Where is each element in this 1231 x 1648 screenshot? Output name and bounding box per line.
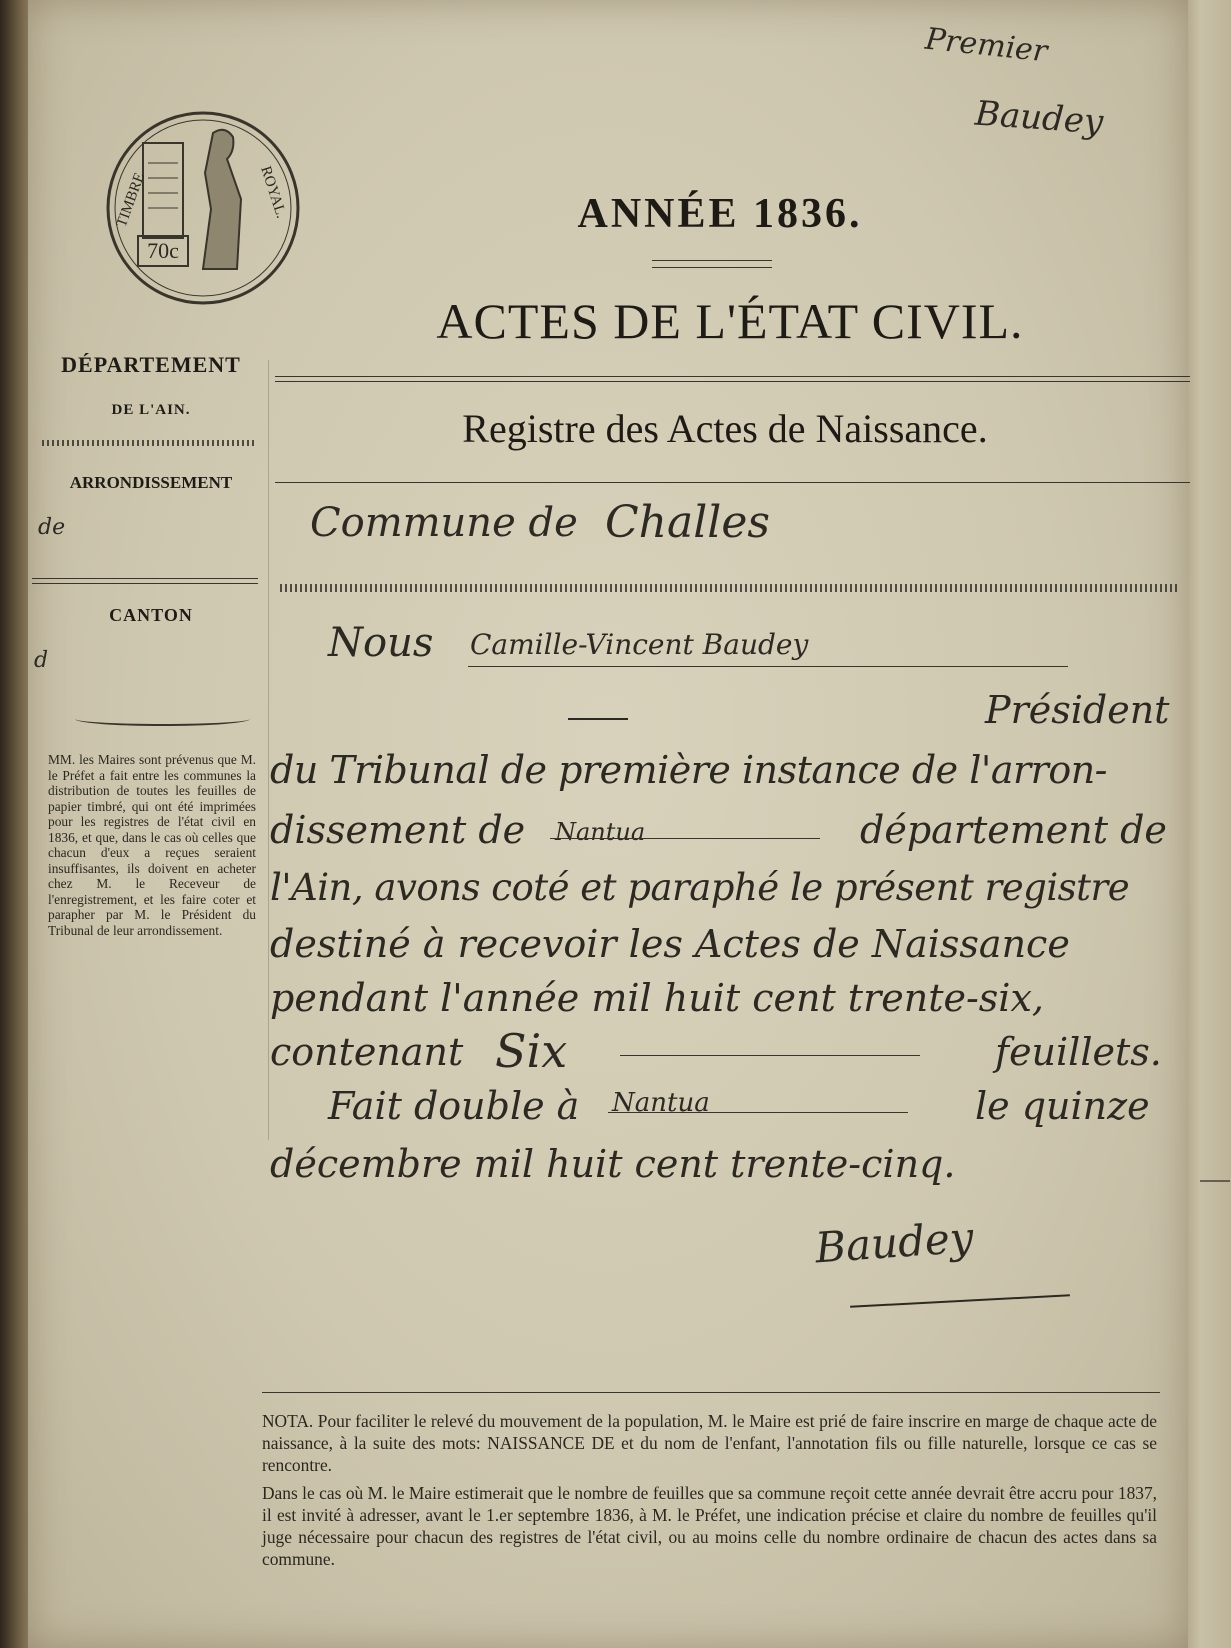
count-fill-line: [620, 1055, 920, 1056]
stamp-value: 70c: [147, 238, 179, 263]
nous-label: Nous: [328, 620, 434, 666]
body-line-8: décembre mil huit cent trente-cinq.: [270, 1142, 956, 1186]
nota-paragraph-2: Dans le cas où M. le Maire estimerait que le nombre de feuilles que sa commune reçoit cette année devrait être accru pour 1837, il est invité à adresser, avant le 1.er septembre 1836, à M. le Préfet, une indication précise et claire du nombre de feuilles qu'il juge nécessaire pour chacun des registres de l'état civil, ou au moins celle du nombre ordinaire de chacun des actes dans sa commune.: [262, 1483, 1157, 1569]
body-line-6b: feuillets.: [995, 1030, 1162, 1074]
sidebar-double-rule: [32, 578, 258, 584]
name-fill-line: [468, 666, 1068, 667]
president-label: Président: [985, 688, 1170, 732]
departement-name: DE L'AIN.: [111, 402, 191, 418]
nota-rule: [262, 1392, 1160, 1393]
mayors-notice: MM. les Maires sont prévenus que M. le Préfet a fait entre les communes la distribution de toutes les feuilles de papier timbré, qui ont été imprimées pour les registres de l'état civil en 1836, et que, dans le cas où celles que chacun d'eux a reçues seraient insuffisantes, ils doivent en acheter chez M. le Receveur de l'enregistrement, et les faire coter et parapher par M. le Président du Tribunal de leur arrondissement.: [48, 752, 256, 938]
place-handwriting: Nantua: [612, 1088, 710, 1118]
sidebar-wavy-rule: [42, 440, 257, 446]
city-fill-line: [550, 838, 820, 839]
handwritten-note-top: Premier: [923, 21, 1049, 70]
body-line-7b: le quinze: [975, 1084, 1150, 1128]
subtitle-rule: [275, 482, 1190, 483]
underlying-mark: [1200, 1180, 1230, 1188]
body-line-4: destiné à recevoir les Actes de Naissance: [270, 922, 1070, 966]
binding-edge: [0, 0, 30, 1648]
arrondissement-handwriting: de: [38, 515, 66, 540]
royal-stamp: [103, 108, 303, 308]
place-fill-line: [608, 1112, 908, 1113]
stamp-top-text: TIMBRE: [113, 170, 149, 230]
commune-name: Challes: [605, 497, 770, 548]
register-subtitle: Registre des Actes de Naissance.: [462, 406, 988, 451]
year-heading: ANNÉE 1836.: [577, 191, 863, 237]
column-divider: [268, 360, 269, 1140]
sidebar-ornament: [75, 712, 250, 726]
body-line-3: l'Ain, avons coté et paraphé le présent registre: [270, 866, 1130, 909]
commune-label: Commune de: [310, 500, 578, 546]
commune-wavy-rule: [280, 584, 1180, 592]
canton-handwriting: d: [34, 648, 49, 673]
body-line-6a: contenant: [270, 1030, 464, 1074]
leaf-count: Six: [495, 1024, 568, 1078]
body-line-5: pendant l'année mil huit cent trente-six,: [270, 976, 1044, 1020]
canton-label: CANTON: [109, 605, 193, 625]
body-line-1: du Tribunal de première instance de l'arron-: [270, 748, 1108, 792]
body-line-2b: département de: [860, 808, 1167, 852]
departement-label: DÉPARTEMENT: [61, 352, 241, 377]
arrondissement-city: Nantua: [555, 818, 646, 846]
nota-paragraph-1: NOTA. Pour faciliter le relevé du mouvement de la population, M. le Maire est prié de faire inscrire en marge de chaque acte de naissance, à la suite des mots: NAISSANCE DE et du nom de l'enfant, l'annotation fils ou fille naturelle, lorsque ce cas se rencontre.: [262, 1411, 1157, 1475]
body-line-7a: Fait double à: [328, 1084, 580, 1128]
ornament-divider: [652, 260, 772, 268]
president-name: Camille-Vincent Baudey: [470, 628, 809, 661]
president-signature: Baudey: [813, 1212, 975, 1273]
body-line-2a: dissement de: [270, 808, 526, 852]
arrondissement-label: ARRONDISSEMENT: [69, 473, 233, 492]
dash-mark: [568, 718, 628, 720]
nota-block: [262, 1410, 1157, 1576]
title-rule: [275, 376, 1190, 382]
handwritten-signature-top: Baudey: [973, 93, 1105, 143]
page-title: ACTES DE L'ÉTAT CIVIL.: [436, 293, 1024, 349]
stamp-right-text: ROYAL.: [257, 164, 290, 221]
